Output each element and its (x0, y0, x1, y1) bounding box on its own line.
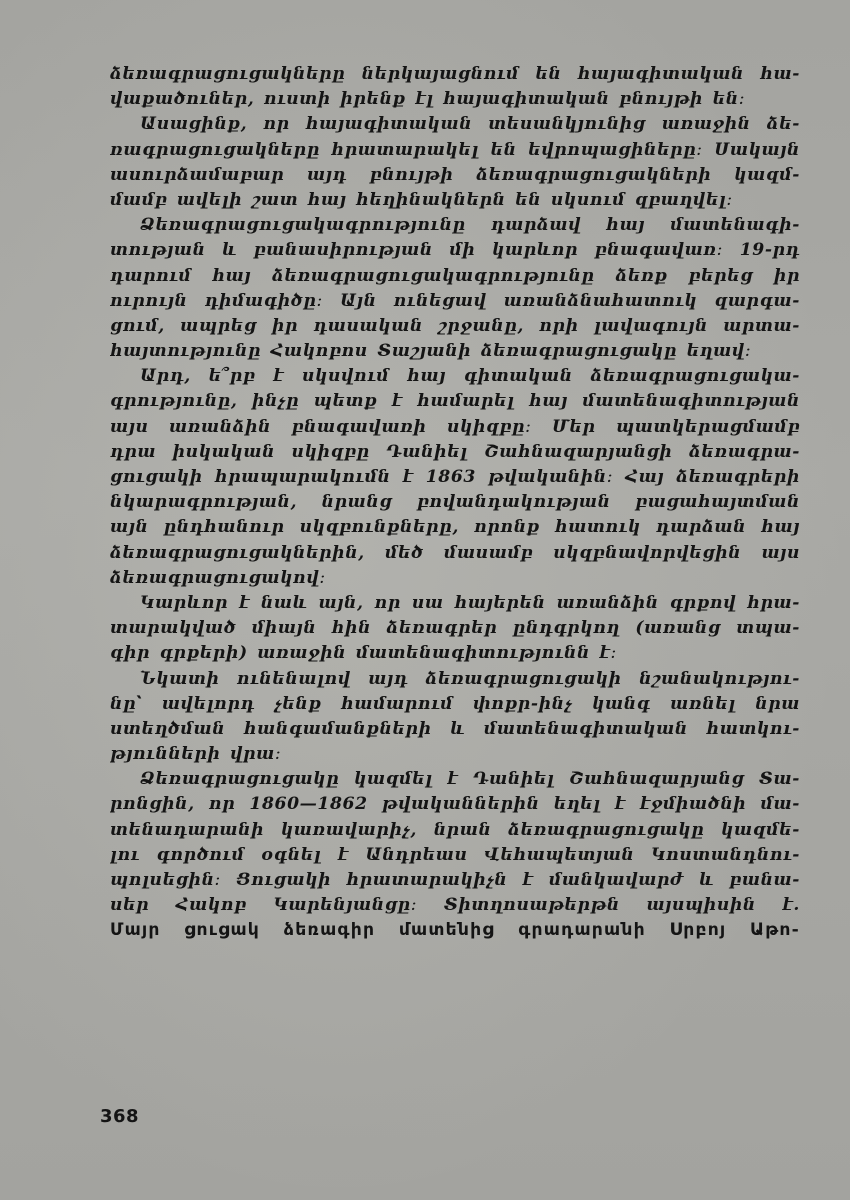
text-line: թյունների վրա։ (110, 744, 282, 765)
text-line: նկարագրության, նրանց բովանդակության բացահայտման (110, 492, 800, 513)
text-line: այն ընդհանուր սկզբունքները, որոնք հատուկ դարձան հայ (110, 517, 800, 538)
text-line: պոլսեցին։ Ցուցակի հրատարակիչն է մանկավարժ և բանա- (110, 870, 800, 890)
text-line: գրությունը, ինչը պետք է համարել հայ մատենագիտության (110, 391, 800, 412)
text-line: դրա իսկական սկիզբը Դանիել Շահնազարյանցի ձեռագրա- (110, 441, 800, 462)
text-line: ցուցակի հրապարակումն է 1863 թվականին։ Հայ ձեռագրերի (110, 467, 800, 487)
paragraph-start-line: Արդ, ե՞րբ է սկսվում հայ գիտական ձեռագրացուցակա- (140, 366, 800, 387)
text-line: րոնցին, որ 1860—1862 թվականներին եղել է էջմիածնի մա- (110, 794, 800, 815)
text-line: հայտությունը Հակոբոս Տաշյանի ձեռագրացուցակը եղավ։ (110, 341, 752, 362)
text-line: ձեռագրացուցակները ներկայացնում են հայագիտական հա- (110, 64, 800, 84)
text-line: ձեռագրացուցակով։ (110, 567, 326, 588)
paragraph-start-line: Նկատի ունենալով այդ ձեռագրացուցակի նշանակությու- (140, 668, 800, 689)
paragraph-start-line: Ձեռագրացուցակագրությունը դարձավ հայ մատենագի- (140, 215, 800, 236)
text-line: տարակված միայն հին ձեռագրեր ընդգրկող (առանց տպա- (110, 618, 800, 639)
text-line: սեր Հակոբ Կարենյանցը։ Տիտղոսաթերթն այսպիսին է. (110, 895, 800, 916)
text-line: ասուրձամաբար այդ բնույթի ձեռագրացուցակների կազմ- (110, 164, 800, 185)
paragraph-start-line: Ձեռագրացուցակը կազմել է Դանիել Շահնազարյանց Տա- (140, 769, 800, 790)
text-line: գիր գրքերի) առաջին մատենագիտությունն է։ (110, 643, 617, 664)
text-line: այս առանձին բնագավառի սկիզբը։ Մեր պատկերացմամբ (110, 416, 800, 437)
page-number: 368 (100, 1106, 140, 1127)
paragraph-start-line: Ասացինք, որ հայագիտական տեսանկյունից առաջին ձե- (140, 114, 800, 135)
body-text (110, 62, 800, 944)
text-line: նը՝ ավելորդ չենք համարում փոքր-ինչ կանգ առնել նրա (110, 693, 800, 714)
text-line: ցում, ապրեց իր դասական շրջանը, որի լավագույն արտա- (110, 315, 800, 336)
text-line: լու գործում օգնել է Անդրեաս Վեհապետյան Կոստանդնու- (110, 844, 800, 865)
text-line: տության և բանասիրության մի կարևոր բնագավառ։ 19-րդ (110, 240, 800, 261)
text-line: տենադարանի կառավարիչ, նրան ձեռագրացուցակը կազմե- (110, 819, 800, 840)
text-line: մամբ ավելի շատ հայ հեղինակներն են սկսում զբաղվել։ (110, 189, 733, 210)
text-line: ուրույն դիմագիծը։ Այն ունեցավ առանձնահատուկ զարգա- (110, 290, 800, 311)
text-line: վաքածուներ, ուստի իրենք էլ հայագիտական բնույթի են։ (110, 89, 746, 110)
paragraph-start-line: Կարևոր է նաև այն, որ սա հայերեն առանձին գրքով հրա- (140, 592, 800, 613)
catalog-title-line: Մայր ցուցակ ձեռագիր մատենից գրադարանի Սրբոյ Աթո- (110, 920, 800, 941)
text-line: ձեռագրացուցակներին, մեծ մասամբ սկզբնավորվեցին այս (110, 542, 800, 563)
text-line: դարում հայ ձեռագրացուցակագրությունը ձեռք բերեց իր (110, 265, 800, 286)
text-line: ստեղծման հանգամանքների և մատենագիտական հատկու- (110, 718, 800, 739)
text-line: ռագրացուցակները հրատարակել են եվրոպացիները։ Սակայն (110, 139, 800, 160)
